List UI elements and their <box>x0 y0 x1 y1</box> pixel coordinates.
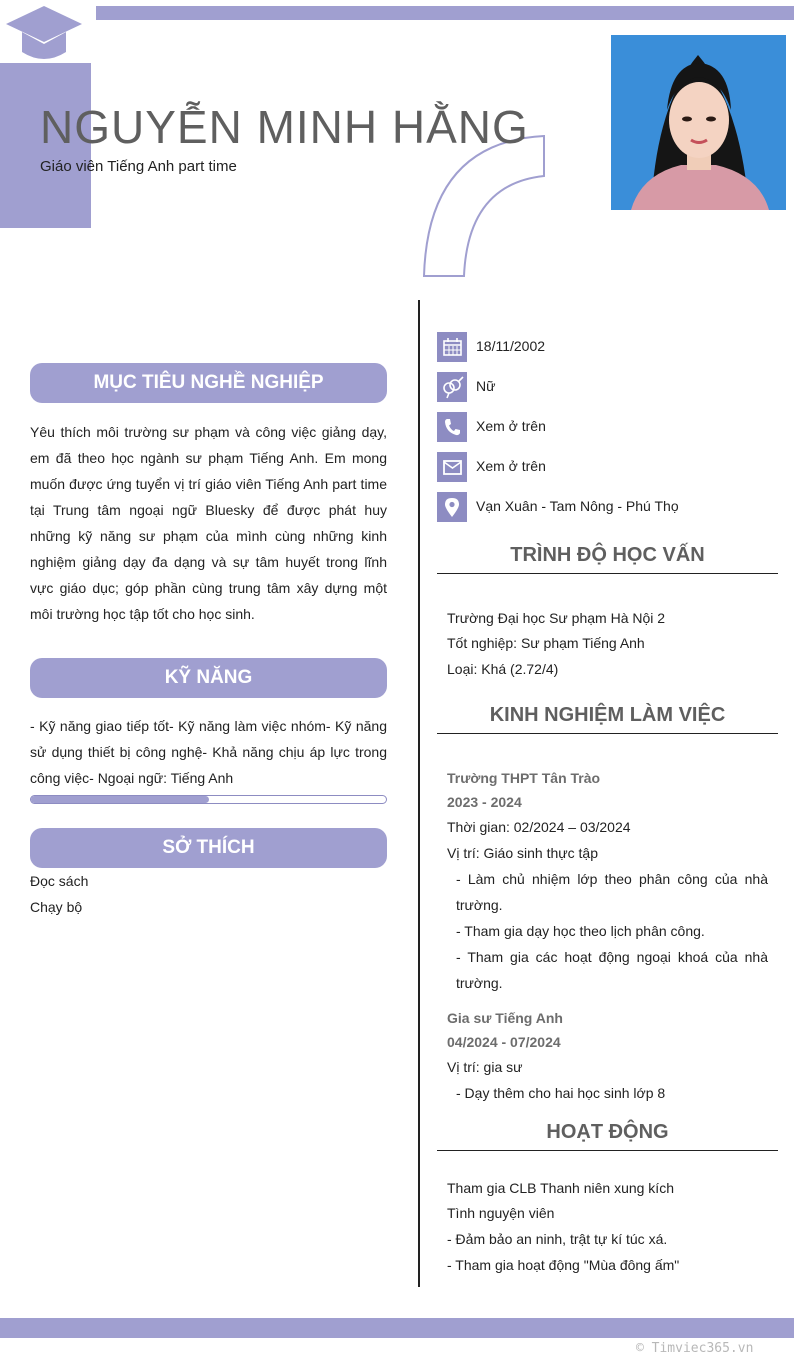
bottom-accent-bar <box>0 1318 794 1338</box>
hobbies-heading: SỞ THÍCH <box>30 828 387 868</box>
education-school: Trường Đại học Sư phạm Hà Nội 2 <box>447 610 666 626</box>
activity-line: Tham gia CLB Thanh niên xung kích <box>447 1180 674 1196</box>
hobby-item: Chạy bộ <box>30 899 83 915</box>
education-underline <box>437 573 778 574</box>
graduation-cap-icon <box>4 4 84 62</box>
hobby-item: Đọc sách <box>30 873 89 889</box>
education-grade: Loại: Khá (2.72/4) <box>447 661 559 677</box>
job-duty: - Làm chủ nhiệm lớp theo phân công của nhà trường. <box>456 871 768 913</box>
job-duty: - Dạy thêm cho hai học sinh lớp 8 <box>456 1085 666 1101</box>
activities-underline <box>437 1150 778 1151</box>
profile-photo <box>611 35 786 210</box>
job-title: Giáo viên Tiếng Anh part time <box>40 158 237 175</box>
job-position: Vị trí: Giáo sinh thực tập <box>447 845 598 861</box>
watermark-text: © Timviec365.vn <box>636 1341 754 1356</box>
job-position: Vị trí: gia sư <box>447 1059 523 1075</box>
job-company: Gia sư Tiếng Anh <box>447 1010 563 1026</box>
calendar-icon <box>437 332 467 362</box>
arc-decoration <box>418 132 550 280</box>
job-company: Trường THPT Tân Trào <box>447 770 601 786</box>
top-accent-bar <box>96 6 794 20</box>
envelope-icon <box>437 452 467 482</box>
activity-line: - Đảm bảo an ninh, trật tự kí túc xá. <box>447 1231 668 1247</box>
job-period: 2023 - 2024 <box>447 794 522 810</box>
objective-heading: MỤC TIÊU NGHỀ NGHIỆP <box>30 363 387 403</box>
skill-level-bar <box>30 795 387 804</box>
activities-heading: HOẠT ĐỘNG <box>546 1121 669 1143</box>
skills-heading: KỸ NĂNG <box>30 658 387 698</box>
job-duty: - Tham gia các hoạt động ngoại khoá của nhà trường. <box>456 949 768 991</box>
gender-icon <box>437 372 467 402</box>
candidate-name: NGUYỄN MINH HẰNG <box>40 101 529 153</box>
experience-underline <box>437 733 778 734</box>
address-text: Vạn Xuân - Tam Nông - Phú Thọ <box>476 498 679 514</box>
column-divider <box>418 300 420 1287</box>
experience-heading: KINH NGHIỆM LÀM VIỆC <box>489 704 726 726</box>
birthday-text: 18/11/2002 <box>476 338 546 354</box>
job-period: 04/2024 - 07/2024 <box>447 1034 561 1050</box>
objective-text: Yêu thích môi trường sư phạm và công việc giảng dạy, em đã theo học ngành sư phạm Tiếng Anh. Em mong muốn được ứng tuyển vị trí giáo viên Tiếng Anh part time tại Trung tâm ngoại ngữ Bluesky để được phát huy những kỹ năng sư phạm của mình cùng những kinh nghiệm giảng dạy đa dạng và sự tâm huyết trong lĩnh vực giáo dục; góp phần cùng trung tâm xây dựng một môi trường học tập tốt cho học sinh. <box>30 424 387 622</box>
job-duty: - Tham gia dạy học theo lịch phân công. <box>456 923 705 939</box>
map-pin-icon <box>437 492 467 522</box>
activity-line: Tình nguyện viên <box>447 1205 555 1221</box>
email-text: Xem ở trên <box>476 458 546 474</box>
gender-text: Nữ <box>476 378 496 394</box>
job-time: Thời gian: 02/2024 – 03/2024 <box>447 819 631 835</box>
activity-line: - Tham gia hoạt động "Mùa đông ấm" <box>447 1257 680 1273</box>
skills-text: - Kỹ năng giao tiếp tốt- Kỹ năng làm việc nhóm- Kỹ năng sử dụng thiết bị công nghệ- Khả năng chịu áp lực trong công việc- Ngoại ngữ: Tiếng Anh <box>30 718 387 786</box>
phone-text: Xem ở trên <box>476 418 546 434</box>
education-heading: TRÌNH ĐỘ HỌC VẤN <box>510 544 705 566</box>
education-major: Tốt nghiệp: Sư phạm Tiếng Anh <box>447 635 645 651</box>
phone-icon <box>437 412 467 442</box>
skill-level-fill <box>31 796 209 803</box>
